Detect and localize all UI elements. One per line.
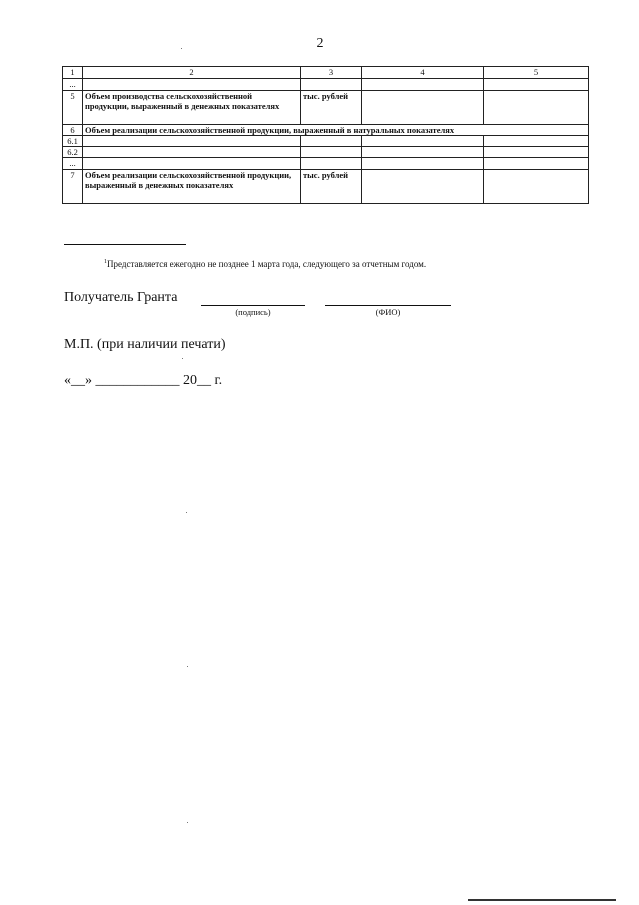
signature-line [201, 305, 305, 306]
table-cell [301, 147, 362, 158]
header-cell: 3 [301, 67, 362, 79]
footnote-divider [64, 244, 186, 245]
table-row-5 [63, 91, 589, 125]
table-cell [484, 170, 589, 204]
scan-speck [182, 358, 183, 359]
table-row-6 [63, 125, 589, 136]
table-cell [362, 147, 484, 158]
table-cell [362, 136, 484, 147]
table-cell [301, 158, 362, 170]
row-number: 6 [63, 125, 83, 136]
table-header-row [63, 67, 589, 79]
table-cell [484, 147, 589, 158]
row-number: 5 [63, 91, 83, 125]
page-number: 2 [316, 36, 324, 51]
table-row-6-1 [63, 136, 589, 147]
table-cell [301, 79, 362, 91]
stamp-place: М.П. (при наличии печати) [64, 337, 226, 352]
scan-speck [187, 822, 188, 823]
row-number: 6.1 [63, 136, 83, 147]
footnote [104, 259, 426, 269]
table-cell [301, 136, 362, 147]
table-cell [83, 136, 301, 147]
table-cell [484, 136, 589, 147]
header-cell: 2 [83, 67, 301, 79]
header-cell: 4 [362, 67, 484, 79]
row-number: ... [63, 158, 83, 170]
table-cell [484, 158, 589, 170]
table-cell [362, 79, 484, 91]
footnote-mark: 1 [104, 259, 107, 265]
unit-cell: тыс. рублей [301, 91, 362, 125]
row-number: 7 [63, 170, 83, 204]
bottom-edge-rule [468, 899, 616, 901]
table-cell [484, 91, 589, 125]
indicator-name: Объем реализации сельскохозяйственной продукции, выраженный в денежных показателях [83, 170, 301, 204]
table-cell [362, 170, 484, 204]
table-cell [362, 158, 484, 170]
table-row-ellipsis [63, 79, 589, 91]
table-cell [83, 79, 301, 91]
report-table [62, 66, 589, 204]
table-cell [83, 147, 301, 158]
header-cell: 5 [484, 67, 589, 79]
unit-cell: тыс. рублей [301, 170, 362, 204]
footnote-text: Представляется ежегодно не позднее 1 марта года, следующего за отчетным годом. [107, 259, 427, 269]
name-caption: (ФИО) [375, 307, 401, 317]
row-number: 6.2 [63, 147, 83, 158]
header-cell: 1 [63, 67, 83, 79]
table-row-ellipsis [63, 158, 589, 170]
table-cell [362, 91, 484, 125]
signature-caption: (подпись) [235, 307, 271, 317]
scan-speck [187, 666, 188, 667]
name-line [325, 305, 451, 306]
scan-speck [186, 512, 187, 513]
row-number: ... [63, 79, 83, 91]
recipient-label: Получатель Гранта [64, 290, 178, 305]
scan-speck [181, 48, 182, 49]
table-row-6-2 [63, 147, 589, 158]
table-row-7 [63, 170, 589, 204]
table-cell [83, 158, 301, 170]
date-line: «__» ____________ 20__ г. [64, 373, 223, 388]
indicator-name: Объем реализации сельскохозяйственной продукции, выраженный в натуральных показателях [83, 125, 589, 136]
table-cell [484, 79, 589, 91]
indicator-name: Объем производства сельскохозяйственной продукции, выраженный в денежных показателях [83, 91, 301, 125]
